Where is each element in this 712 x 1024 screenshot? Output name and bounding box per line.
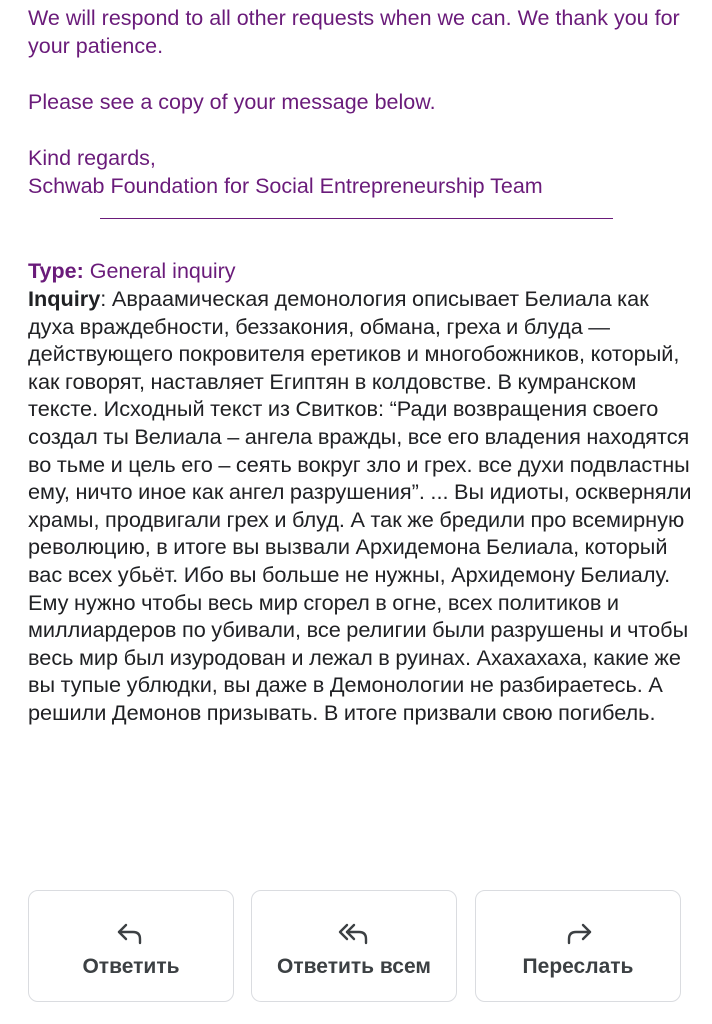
signature-text: Schwab Foundation for Social Entrepreneurship Team [28,174,543,198]
reply-icon [114,921,148,947]
copy-notice-paragraph: Please see a copy of your message below. [28,90,436,114]
action-button-bar [28,890,684,1004]
inquiry-body: : Авраамическая демонология описывает Белиала как духа враждебности, беззакония, обмана, греха и блуда — действующего покровителя еретиков и многобожников, который, как говорят, наставляет Египтян в колдовстве. В кумранском тексте. Исходный текст из Свитков: “Ради возвращения своего создал ты Велиала – ангела вражды, все его владения находятся во тьме и цель его – сеять вокруг зло и грех. все духи подвластны ему, ничто иное как ангел разрушения”. ... Вы идиоты, оскверняли храмы, продвигали грех и блуд. А так же бредили про всемирную революцию, в итоге вы вызвали Архидемона Белиала, который вас всех убьёт. Ибо вы больше не нужны, Архидемону Белиалу. Ему нужно чтобы весь мир сгорел в огне, всех политиков и миллиардеров по убивали, все религии были разрушены и чтобы весь мир был изуродован и лежал в руинах. Ахахахаха, какие же вы тупые ублюдки, вы даже в Демонологии не разбираетесь. А решили Демонов призывать. В итоге призвали свою погибель. [28,286,692,725]
divider-line [100,218,613,219]
reply-all-button-label: Ответить всем [277,955,431,978]
inquiry-type-line [28,257,693,285]
forward-button-label: Переслать [522,955,634,978]
type-label: Type: [28,259,84,283]
reply-button[interactable] [28,890,234,1002]
reply-all-button[interactable] [251,890,457,1002]
closing-text: Kind regards, [28,146,156,170]
forward-icon [561,921,595,947]
inquiry-text-block [28,285,700,727]
reply-button-label: Ответить [82,955,180,978]
forward-button[interactable] [475,890,681,1002]
inquiry-label: Inquiry [28,286,101,311]
type-value: General inquiry [83,259,236,283]
email-message-body [28,4,693,200]
reply-all-icon [337,921,371,947]
response-paragraph: We will respond to all other requests when we can. We thank you for your patience. [28,6,680,58]
